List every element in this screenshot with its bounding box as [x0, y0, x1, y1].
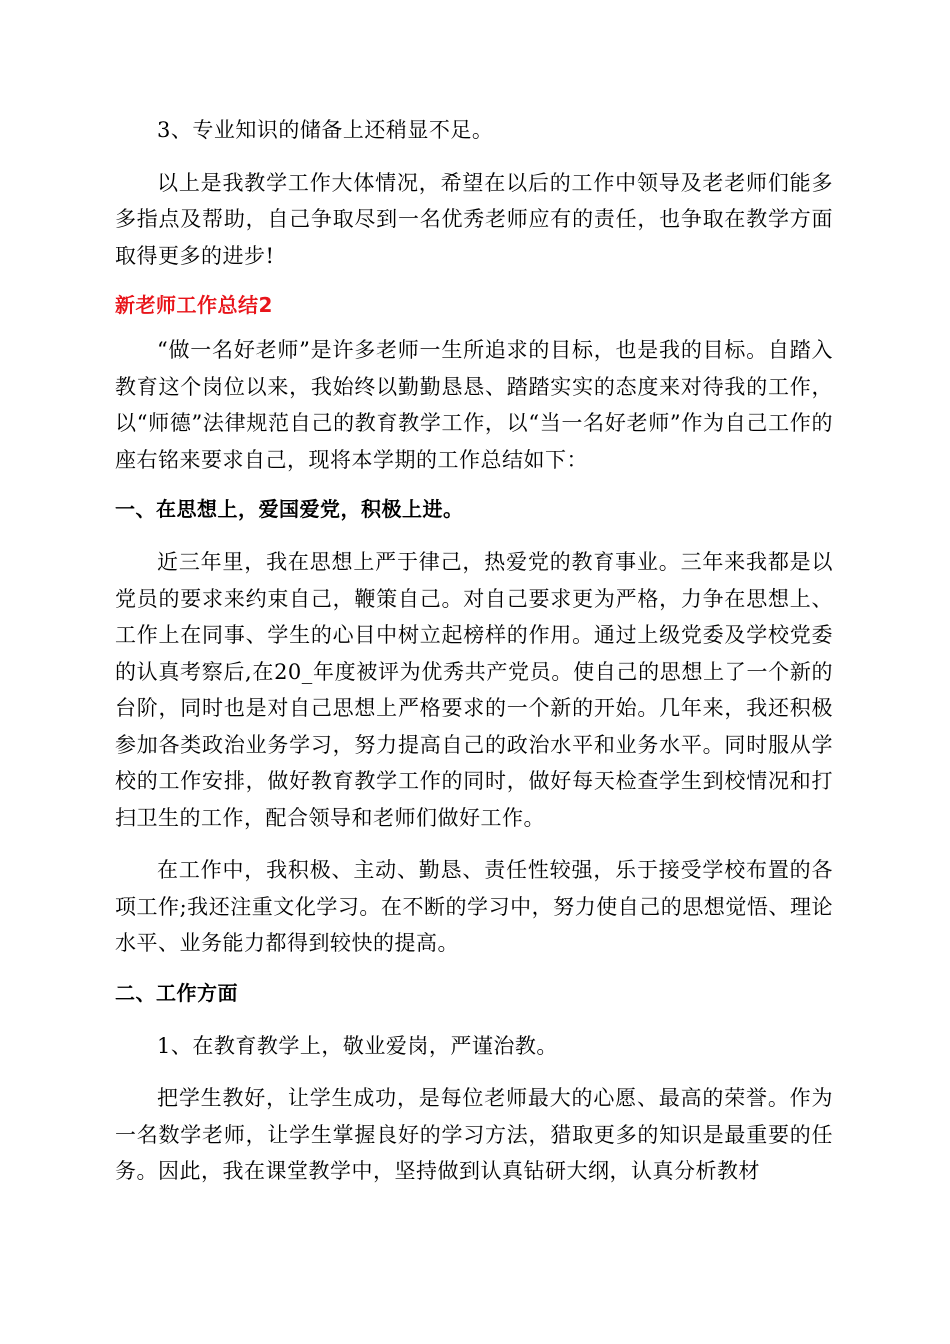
paragraph-work-2: 把学生教好，让学生成功，是每位老师最大的心愿、最高的荣誉。作为一名数学老师，让学生掌握良好的学习方法，猎取更多的知识是最重要的任务。因此，我在课堂教学中，坚持做到认真钻研大纲，认真分析教材 [115, 1086, 833, 1183]
heading-thought: 一、在思想上，爱国爱党，积极上进。 [115, 497, 464, 521]
document-body [115, 112, 833, 1190]
paragraph-work-1: 1、在教育教学上，敬业爱岗，严谨治教。 [157, 1033, 558, 1058]
paragraph-intro-item-3: 3、专业知识的储备上还稍显不足。 [157, 118, 494, 142]
section-title: 新老师工作总结2 [115, 293, 273, 317]
paragraph-thought-2: 在工作中，我积极、主动、勤恳、责任性较强，乐于接受学校布置的各项工作;我还注重文化学习。在不断的学习中，努力使自己的思想觉悟、理论水平、业务能力都得到较快的提高。 [115, 858, 833, 955]
paragraph-opening: “做一名好老师”是许多老师一生所追求的目标，也是我的目标。自踏入教育这个岗位以来，我始终以勤勤恳恳、踏踏实实的态度来对待我的工作，以“师德”法律规范自己的教育教学工作，以“当一名好老师”作为自己工作的座右铭来要求自己，现将本学期的工作总结如下： [115, 338, 833, 472]
paragraph-thought-1: 近三年里，我在思想上严于律己，热爱党的教育事业。三年来我都是以党员的要求来约束自己，鞭策自己。对自己要求更为严格，力争在思想上、工作上在同事、学生的心目中树立起榜样的作用。通过上级党委及学校党委的认真考察后,在20_年度被评为优秀共产党员。使自己的思想上了一个新的台阶，同时也是对自己思想上严格要求的一个新的开始。几年来，我还积极参加各类政治业务学习，努力提高自己的政治水平和业务水平。同时服从学校的工作安排，做好教育教学工作的同时，做好每天检查学生到校情况和打扫卫生的工作，配合领导和老师们做好工作。 [115, 550, 833, 830]
heading-work: 二、工作方面 [115, 980, 238, 1005]
paragraph-intro-conclusion: 以上是我教学工作大体情况，希望在以后的工作中领导及老老师们能多多指点及帮助，自己争取尽到一名优秀老师应有的责任，也争取在教学方面取得更多的进步! [115, 170, 833, 268]
